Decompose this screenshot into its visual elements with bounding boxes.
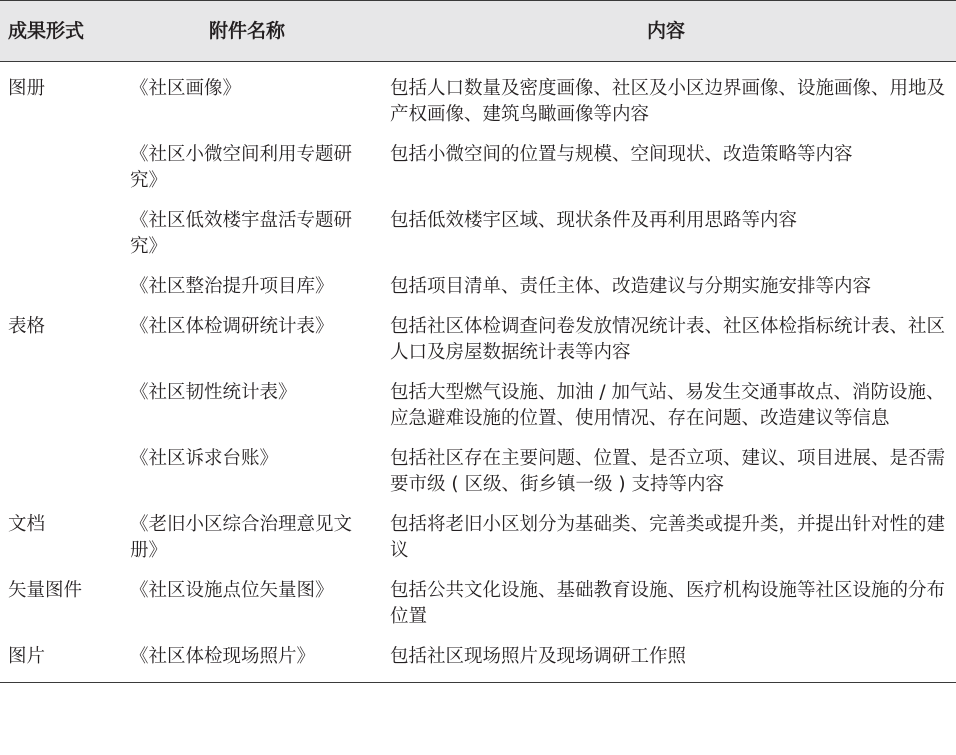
row-content: 包括低效楼宇区域、现状条件及再利用思路等内容 (390, 210, 798, 231)
row-content: 包括人口数量及密度画像、社区及小区边界画像、设施画像、用地及产权画像、建筑鸟瞰画像等内容 (390, 78, 946, 125)
row-form: 图片 (8, 646, 46, 667)
row-form: 矢量图件 (8, 580, 83, 601)
header-row (0, 1, 956, 62)
row-content: 包括社区体检调查问卷发放情况统计表、社区体检指标统计表、社区人口及房屋数据统计表等内容 (390, 316, 946, 363)
row-attachment: 《社区小微空间利用专题研究》 (130, 144, 353, 191)
row-form: 表格 (8, 316, 46, 337)
row-content: 包括社区现场照片及现场调研工作照 (390, 646, 687, 667)
row-content: 包括社区存在主要问题、位置、是否立项、建议、项目进展、是否需要市级 ( 区级、街乡镇一级 ) 支持等内容 (390, 448, 946, 495)
table-row (0, 62, 956, 133)
row-content: 包括将老旧小区划分为基础类、完善类或提升类，并提出针对性的建议 (390, 514, 946, 561)
table-row (0, 634, 956, 683)
row-form (0, 436, 118, 502)
row-attachment: 《社区低效楼宇盘活专题研究》 (130, 210, 353, 257)
row-form (0, 198, 118, 264)
row-form: 文档 (8, 514, 46, 535)
row-content: 包括公共文化设施、基础教育设施、医疗机构设施等社区设施的分布位置 (390, 580, 946, 627)
table-row (0, 568, 956, 634)
row-attachment: 《老旧小区综合治理意见文册》 (130, 514, 353, 561)
row-content: 包括小微空间的位置与规模、空间现状、改造策略等内容 (390, 144, 853, 165)
row-attachment: 《社区体检调研统计表》 (130, 316, 334, 337)
table-row (0, 264, 956, 304)
row-form: 图册 (8, 78, 46, 99)
row-form (0, 132, 118, 198)
header-content: 内容 (646, 20, 685, 42)
row-form (0, 370, 118, 436)
table-row (0, 304, 956, 370)
row-attachment: 《社区画像》 (130, 78, 242, 99)
row-attachment: 《社区设施点位矢量图》 (130, 580, 334, 601)
table-row (0, 436, 956, 502)
table-row (0, 132, 956, 198)
table-header (0, 1, 956, 62)
table-row (0, 502, 956, 568)
table-row (0, 370, 956, 436)
header-attachment: 附件名称 (208, 20, 285, 42)
row-content: 包括项目清单、责任主体、改造建议与分期实施安排等内容 (390, 276, 872, 297)
row-attachment: 《社区韧性统计表》 (130, 382, 297, 403)
table-body (0, 62, 956, 683)
row-attachment: 《社区诉求台账》 (130, 448, 279, 469)
row-form (0, 264, 118, 304)
row-attachment: 《社区体检现场照片》 (130, 646, 316, 667)
header-form: 成果形式 (8, 20, 85, 42)
row-content: 包括大型燃气设施、加油 / 加气站、易发生交通事故点、消防设施、应急避难设施的位置、使用情况、存在问题、改造建议等信息 (390, 382, 945, 429)
table-row (0, 198, 956, 264)
row-attachment: 《社区整治提升项目库》 (130, 276, 334, 297)
